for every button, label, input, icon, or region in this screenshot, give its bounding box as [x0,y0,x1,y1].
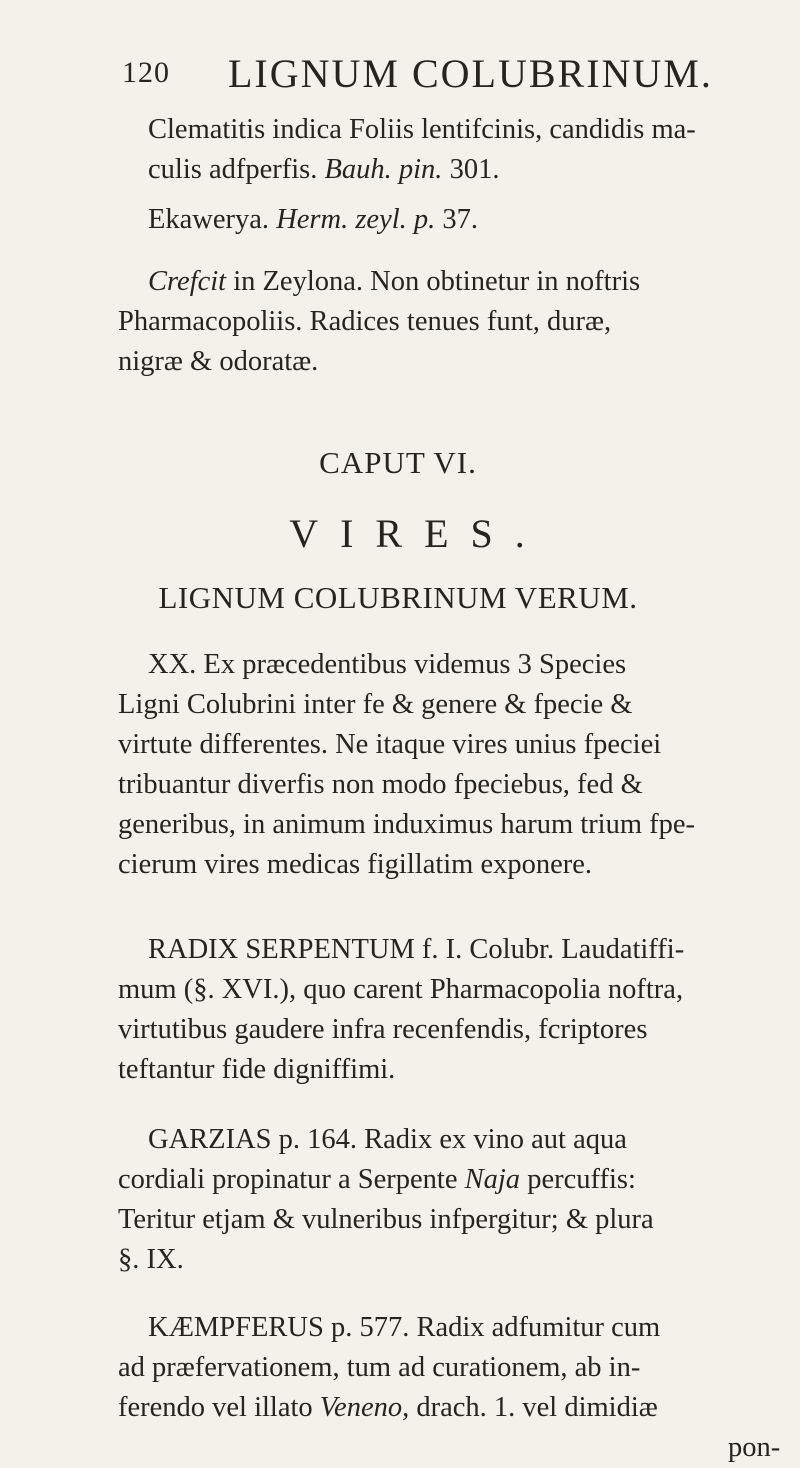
text-line: §. IX. [118,1244,184,1275]
text-line: Clematitis indica Foliis lentifcinis, candidis ma- [148,114,696,145]
text-line: Pharmacopoliis. Radices tenues funt, duræ, [118,306,612,337]
paragraph-garzias [118,1120,798,1280]
text-line: Ekawerya. Herm. zeyl. p. 37. [148,204,479,235]
running-head: LIGNUM COLUBRINUM. [228,51,713,96]
text-line: cierum vires medicas figillatim exponere. [118,849,593,880]
text-line: RADIX SERPENTUM f. I. Colubr. Laudatiffi- [148,934,685,965]
veneno-word: Veneno, [319,1392,410,1423]
text-line: culis adfperfis. Bauh. pin. 301. [148,154,500,185]
catchword: pon- [728,1432,781,1463]
text-line: virtutibus gaudere infra recenfendis, fcriptores [118,1014,648,1045]
paragraph-radix-serpentum [118,930,798,1090]
text-line: cordiali propinatur a Serpente Naja percuffis: [118,1164,636,1195]
synonym-clematitis [118,110,798,190]
text-line: mum (§. XVI.), quo carent Pharmacopolia noftra, [118,974,684,1005]
page-header [122,50,713,100]
synonym-ekawerya [118,200,798,240]
chapter-heading: CAPUT VI. [319,445,477,480]
text-line: Crefcit in Zeylona. Non obtinetur in noftris [148,266,641,297]
page-number: 120 [122,56,170,89]
paragraph-xx [118,645,798,885]
serpent-name: Naja [464,1164,521,1195]
text-line: KÆMPFERUS p. 577. Radix adfumitur cum [148,1312,661,1343]
text-line: virtute differentes. Ne itaque vires unius fpeciei [118,729,662,760]
text-line: ad præfervationem, tum ad curationem, ab in- [118,1352,641,1383]
text-line: teftantur fide digniffimi. [118,1054,396,1085]
description-paragraph [118,262,798,382]
text-line: Teritur etjam & vulneribus infpergitur; & plura [118,1204,654,1235]
text-line: tribuantur diverfis non modo fpeciebus, fed & [118,769,643,800]
text-line: nigræ & odoratæ. [118,346,319,377]
text-line: XX. Ex præcedentibus videmus 3 Species [148,649,627,680]
text-line: generibus, in animum induximus harum trium fpe- [118,809,696,840]
text-line: ferendo vel illato Veneno, drach. 1. vel dimidiæ [118,1392,658,1423]
section-title: VIRES. [289,511,547,556]
citation: Bauh. pin. [324,154,443,185]
text-line: GARZIAS p. 164. Radix ex vino aut aqua [148,1124,627,1155]
text-line: Ligni Colubrini inter fe & genere & fpecie & [118,689,633,720]
citation: Herm. zeyl. p. [276,204,436,235]
paragraph-kaempferus [118,1308,798,1468]
subsection-heading: LIGNUM COLUBRINUM VERUM. [158,580,638,615]
